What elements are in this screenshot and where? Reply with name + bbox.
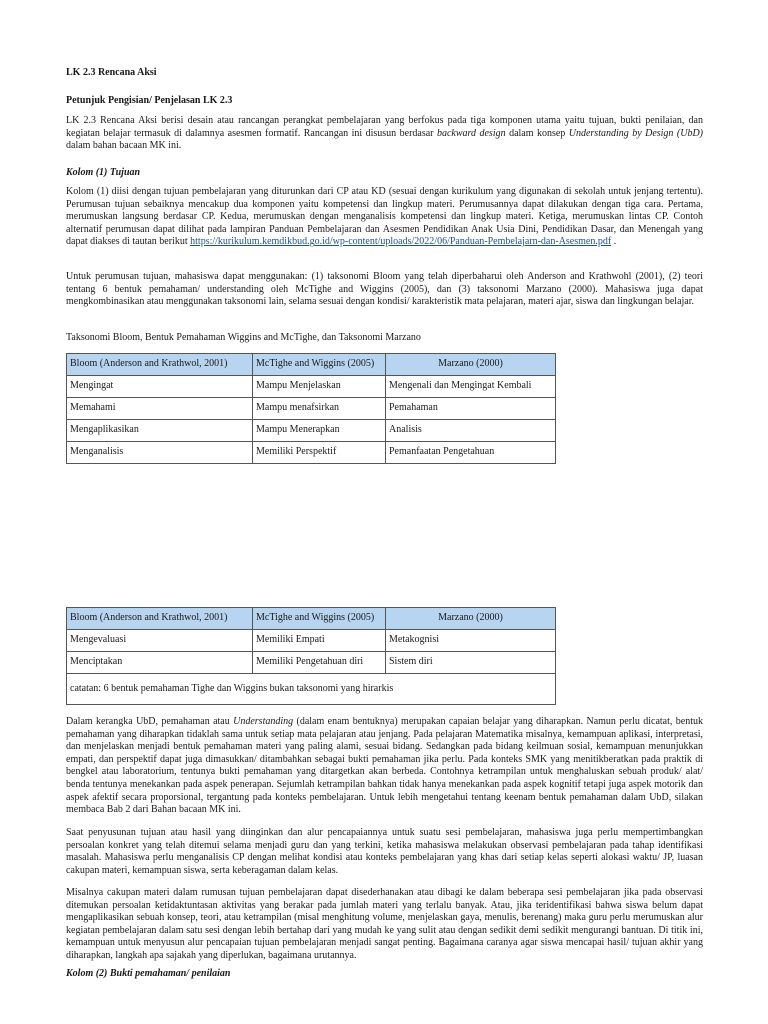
panduan-link[interactable]: https://kurikulum.kemdikbud.go.id/wp-content/uploads/2022/06/Panduan-Pembelajarn-dan-Asesmen.pdf [190,236,612,248]
instructions-heading: Petunjuk Pengisian/ Penjelasan LK 2.3 [66,95,233,106]
header-bloom: Bloom (Anderson and Krathwol, 2001) [67,608,253,630]
header-mctighe: McTighe and Wiggins (2005) [253,354,386,376]
table-note-row [67,674,556,705]
body-paragraph-2: Saat penyusunan tujuan atau hasil yang diinginkan dan alur pencapaiannya untuk suatu sesi pembelajaran, mahasiswa juga perlu mempertimbangkan persoalan konkret yang telah ditemui selama menjadi guru dan yang terkini, ketika mahasiswa melakukan observasi pembelajaran pada tahap identifikasi masalah. Mahasiswa perlu menganalisis CP dengan melihat kondisi atau konteks pembelajaran yang khas dari setiap kelas seperti alokasi waktu/ JP, luasan cakupan materi, kemampuan siswa, serta keberagaman dalam kelas. [66,827,703,876]
kolom1-heading: Kolom (1) Tujuan [66,167,141,178]
kolom1-paragraph-2: Untuk perumusan tujuan, mahasiswa dapat menggunakan: (1) taksonomi Bloom yang telah diperbaharui oleh Anderson and Krathwohl (2001), (2) teori tentang 6 bentuk pemahaman/ understanding oleh McTighe and Wiggins (2005), dan (3) taksonomi Marzano (2000). Mahasiswa juga dapat mengkombinasikan atau menggunakan taksonomi lain, selama sesuai dengan kondisi/ karakteristik mata pelajaran, materi ajar, siswa dan lingkungan belajar. [66,271,703,308]
table-row: Menganalisis Memiliki Perspektif Pemanfaatan Pengetahuan [67,442,556,464]
table-header-row [67,354,556,376]
table-caption: Taksonomi Bloom, Bentuk Pemahaman Wiggins and McTighe, dan Taksonomi Marzano [66,332,421,343]
taxonomy-table-2 [66,607,556,705]
kolom1-paragraph-1: Kolom (1) diisi dengan tujuan pembelajaran yang diturunkan dari CP atau KD (sesuai dengan kurikulum yang digunakan di sekolah untuk jenjang tertentu). Perumusan tujuan sebaiknya mencakup dua komponen yaitu kompetensi dan lingkup materi. Perumusannya dapat dilakukan dengan tiga cara. Pertama, merumuskan langsung berdasar CP. Kedua, merumuskan dengan menganalisis kompetensi dan lingkup materi. Ketiga, merumuskan lintas CP. Contoh alternatif perumusan dapat dilihat pada lampiran Panduan Pembelajaran dan Asesmen Pendidikan Anak Usia Dini, Pendidikan Dasar, dan Menengah yang dapat diakses di tautan berikut https://kurikulum.kemdikbud.go.id/wp-content/uploads/2022/06/Panduan-Pembelajarn-dan-Asesmen.pdf . [66,186,703,248]
table-row: Memahami Mampu menafsirkan Pemahaman [67,398,556,420]
table-note: catatan: 6 bentuk pemahaman Tighe dan Wiggins bukan taksonomi yang hirarkis [67,674,556,705]
taxonomy-table-1 [66,353,556,464]
table-row: Mengingat Mampu Menjelaskan Mengenali dan Mengingat Kembali [67,376,556,398]
document-title: LK 2.3 Rencana Aksi [66,67,157,78]
header-mctighe: McTighe and Wiggins (2005) [253,608,386,630]
header-marzano: Marzano (2000) [386,608,556,630]
header-marzano: Marzano (2000) [386,354,556,376]
table-row: Menciptakan Memiliki Pengetahuan diri Sistem diri [67,652,556,674]
body-paragraph-1: Dalam kerangka UbD, pemahaman atau Understanding (dalam enam bentuknya) merupakan capaian belajar yang diharapkan. Namun perlu dicatat, bentuk pemahaman yang diharapkan tidaklah sama untuk setiap mata pelajaran atau jenjang. Pada pelajaran Matematika misalnya, kemampuan aplikasi, interpretasi, dan menjelaskan menjadi bentuk pemahaman materi yang paling alami, sesuai bidang. Sedangkan pada bidang keilmuan sosial, kemampuan menunjukkan empati, dan perspektif dapat juga dimasukkan/ ditambahkan sebagai bukti pemahaman jika perlu. Pada konteks SMK yang menitikberatkan pada praktik di bengkel atau laboratorium, tentunya bukti pemahaman yang ditargetkan akan berbeda. Contohnya ketrampilan untuk menghaluskan sebuah produk/ alat/ benda tentunya menekankan pada aspek penerapan. Sejumlah ketrampilan bahkan tidak hanya menekankan pada aspek kognitif tetapi juga aspek motorik dan aspek afektif secara proporsional, tergantung pada konteks pembelajaran. Untuk lebih mengetahui tentang keenam bentuk pemahaman dalam UbD, silakan membaca Bab 2 dari Bahan bacaan MK ini. [66,716,703,816]
body-paragraph-3: Misalnya cakupan materi dalam rumusan tujuan pembelajaran dapat disederhanakan atau dibagi ke dalam beberapa sesi pembelajaran jika pada observasi ditemukan persoalan ketidaktuntasan aktivitas yang berakar pada jumlah materi yang terlalu banyak. Atau, jika teridentifikasi bahwa siswa belum dapat mengaplikasikan sebuah konsep, teori, atau ketrampilan (misal menghitung volume, menjelaskan gaya, menulis, berenang) maka guru perlu merumuskan alur kegiatan pembelajaran dalam satu sesi dengan lebih bertahap dari yang mudah ke yang sulit atau dengan sedikit demi sedikit mengurangi bantuan. Di titik ini, kemampuan untuk menyusun alur pencapaian tujuan pembelajaran menjadi sangat penting. Bagaimana caranya agar siswa mencapai hasil/ tujuan akhir yang diharapkan, langkah apa sajakah yang diperlukan, bagaimana urutannya. [66,887,703,961]
table-row: Mengevaluasi Memiliki Empati Metakognisi [67,630,556,652]
table-row: Mengaplikasikan Mampu Menerapkan Analisis [67,420,556,442]
intro-paragraph: LK 2.3 Rencana Aksi berisi desain atau rancangan perangkat pembelajaran yang berfokus pada tiga komponen utama yaitu tujuan, bukti penilaian, dan kegiatan belajar termasuk di dalamnya asesmen formatif. Rancangan ini disusun berdasar backward design dalam konsep Understanding by Design (UbD) dalam bahan bacaan MK ini. [66,115,703,152]
header-bloom: Bloom (Anderson and Krathwol, 2001) [67,354,253,376]
kolom2-heading: Kolom (2) Bukti pemahaman/ penilaian [66,968,231,979]
table-header-row [67,608,556,630]
